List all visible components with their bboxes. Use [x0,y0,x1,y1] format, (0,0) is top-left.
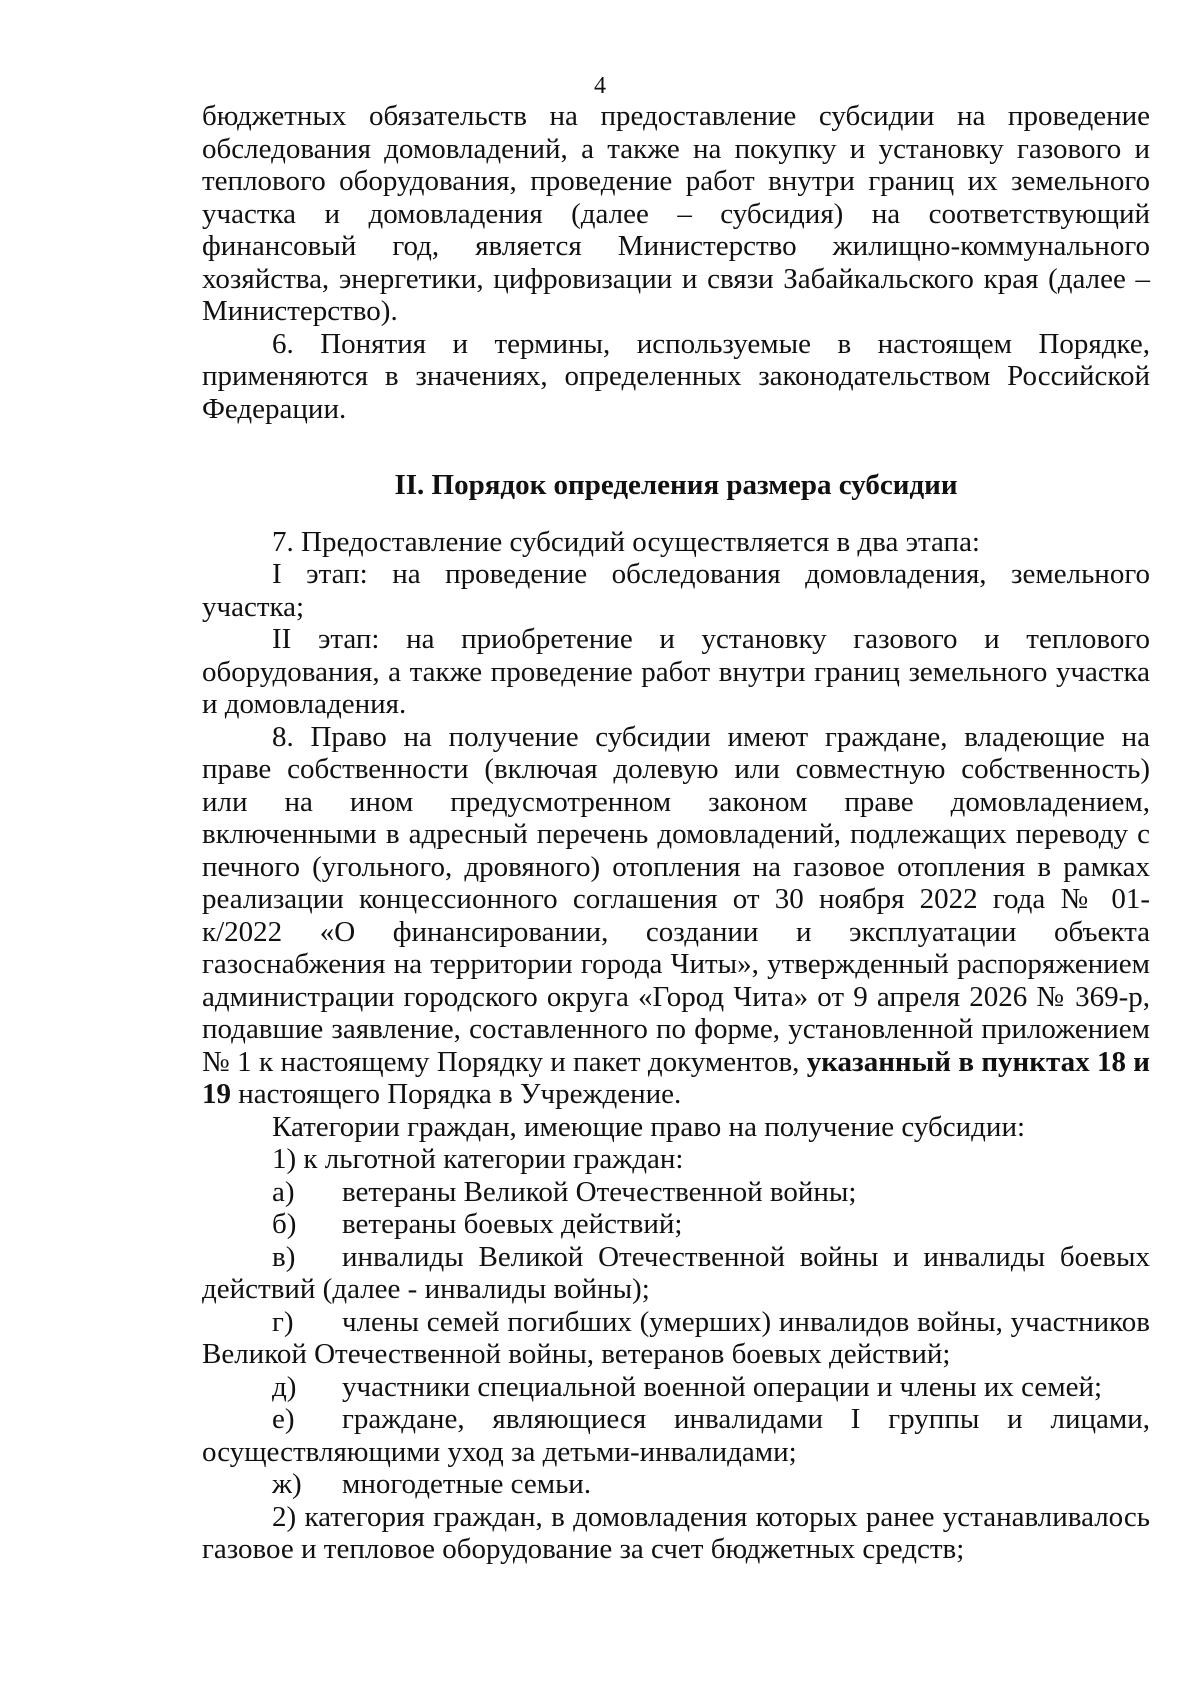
subitem-marker: в) [272,1240,296,1273]
subitem-g [202,1306,1150,1371]
subitem-zh [202,1468,1150,1501]
stage-1: I этап: на проведение обследования домовладения, земельного участка; [202,558,1150,623]
subitem-e [202,1403,1150,1468]
subitem-text: ветераны Великой Отечественной войны; [342,1175,857,1208]
item-8 [202,721,1150,1111]
subitem-marker: г) [272,1305,294,1338]
subitem-text: члены семей погибших (умерших) инвалидов войны, участников Великой Отечественной войны, ветеранов боевых действий; [202,1305,1150,1370]
page-number: 4 [594,73,606,99]
item-8-tail: настоящего Порядка в Учреждение. [238,1078,682,1110]
subitem-marker: ж) [272,1468,302,1500]
item-8-text: 8. Право на получение субсидии имеют граждане, владеющие на праве собственности (включая долевую или совместную собственность) или на ином предусмотренном законом праве домовладением, включенными в адресный перечень домовладений, подлежащих переводу с печного (угольного, дровяного) отопления на газовое отопления в рамках реализации концессионного соглашения от 30 ноября 2022 года № 01-к/2022 «О финансировании, создании и эксплуатации объекта газоснабжения на территории города Читы», утвержденный распоряжением администрации городского округа «Город Чита» от 9 апреля 2026 № 369-р, подавшие заявление, составленного по форме, установленной приложением № 1 к настоящему Порядку и пакет документов, [202,720,1150,1078]
category-1: 1) к льготной категории граждан: [272,1143,684,1175]
item-7: 7. Предоставление субсидий осуществляется в два этапа: [272,525,980,558]
section-2-title: II. Порядок определения размера субсидии [394,469,958,501]
subitem-b [202,1208,1150,1241]
subitem-a [202,1176,1150,1209]
subitem-text: граждане, являющиеся инвалидами I группы и лицами, осуществляющими уход за детьми-инвалидами; [202,1403,1150,1468]
subitem-text: многодетные семьи. [342,1468,592,1500]
stage-2: II этап: на приобретение и установку газового и теплового оборудования, а также проведение работ внутри границ земельного участка и домовладения. [202,623,1150,720]
subitem-d [202,1371,1150,1404]
subitem-marker: е) [272,1403,295,1435]
subitem-v [202,1241,1150,1306]
item-6: 6. Понятия и термины, используемые в настоящем Порядке, применяются в значениях, определенных законодательством Российской Федерации. [202,327,1150,425]
item-8-bold-reference: указанный в пунктах 18 и 19 [202,1045,1151,1110]
subitem-text: ветераны боевых действий; [342,1208,683,1240]
subitem-marker: д) [272,1370,297,1403]
categories-intro: Категории граждан, имеющие право на получение субсидии: [272,1110,1026,1143]
category-2: 2) категория граждан, в домовладения которых ранее устанавливалось газовое и тепловое оборудование за счет бюджетных средств; [202,1500,1150,1565]
intro-paragraph: бюджетных обязательств на предоставление субсидии на проведение обследования домовладений, а также на покупку и установку газового и теплового оборудования, проведение работ внутри границ их земельного участка и домовладения (далее – субсидия) на соответствующий финансовый год, является Министерство жилищно-коммунального хозяйства, энергетики, цифровизации и связи Забайкальского края (далее – Министерство). [202,100,1150,327]
subitem-marker: а) [272,1175,295,1208]
document-body [202,100,1150,1566]
subitem-text: инвалиды Великой Отечественной войны и инвалиды боевых действий (далее - инвалиды войны); [202,1240,1150,1305]
subitem-text: участники специальной военной операции и члены их семей; [342,1370,1103,1403]
subitem-marker: б) [272,1208,297,1240]
